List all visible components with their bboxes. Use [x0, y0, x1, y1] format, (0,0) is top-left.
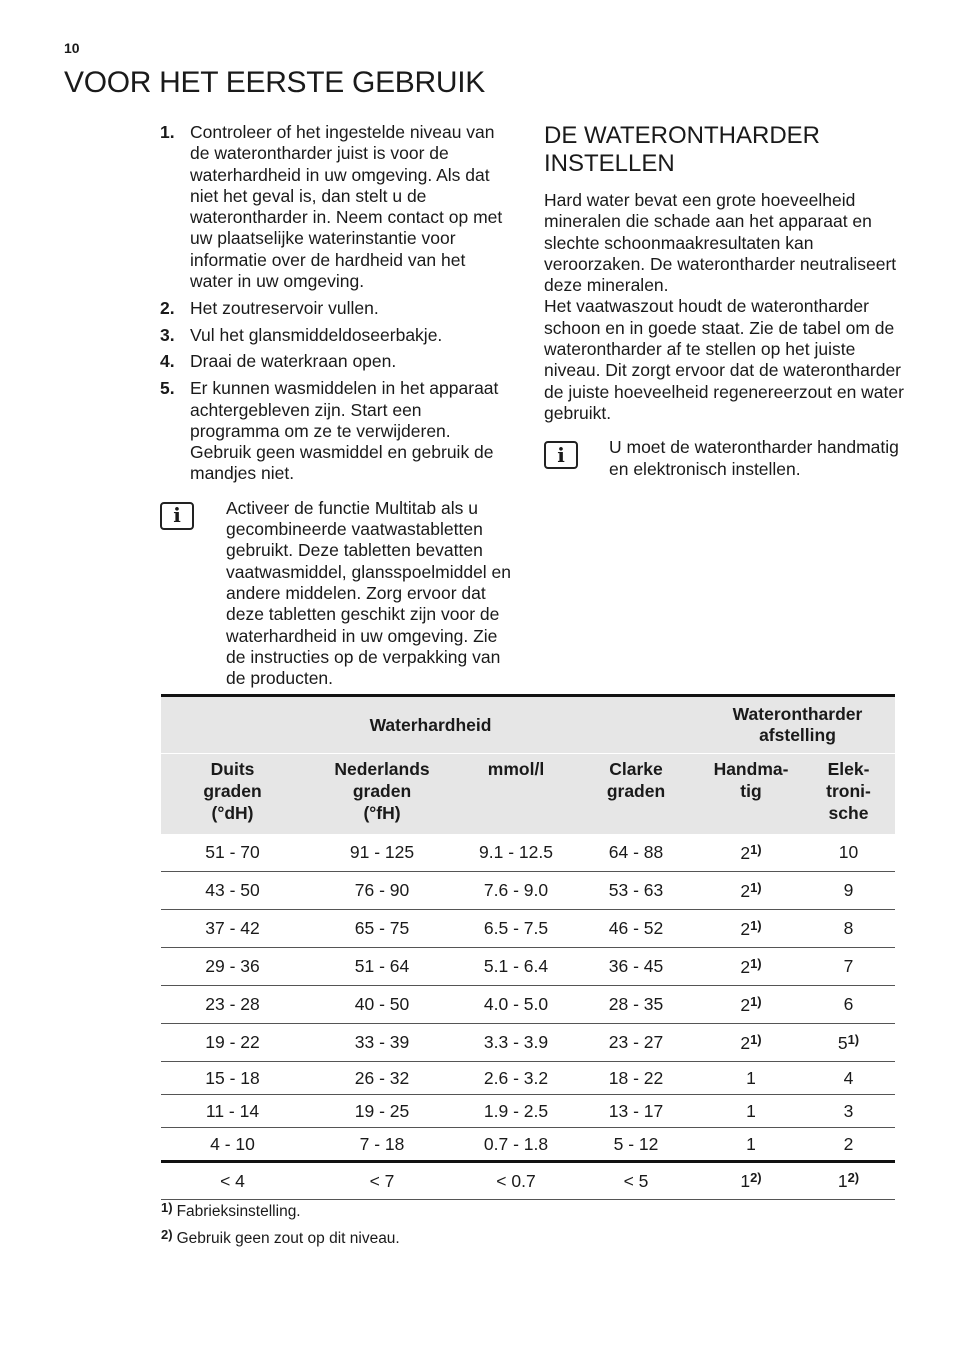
- table-cell: 4 - 10: [161, 1128, 304, 1162]
- table-cell: 64 - 88: [572, 834, 700, 872]
- right-column: [544, 122, 904, 480]
- table-cell: < 5: [572, 1162, 700, 1200]
- page-title: VOOR HET EERSTE GEBRUIK: [64, 66, 485, 99]
- table-cell: 40 - 50: [304, 986, 460, 1024]
- table-cell: 9: [802, 872, 895, 910]
- column-header: Clarke graden: [572, 754, 700, 835]
- table-row: [161, 910, 895, 948]
- page-number: 10: [64, 40, 80, 56]
- table-cell: 1.9 - 2.5: [460, 1095, 572, 1128]
- table-cell: 5.1 - 6.4: [460, 948, 572, 986]
- table-cell: 76 - 90: [304, 872, 460, 910]
- table-cell: 19 - 22: [161, 1024, 304, 1062]
- footnote-mark: 1): [750, 879, 762, 895]
- table-cell: 3: [802, 1095, 895, 1128]
- table-group-header: Waterhardheid: [161, 696, 700, 754]
- table-cell: 1: [700, 1062, 802, 1095]
- footnote-mark: 1): [750, 917, 762, 933]
- table-cell: 1: [700, 1095, 802, 1128]
- table-cell: 2$^{1)}$: [700, 872, 802, 910]
- table-cell: 15 - 18: [161, 1062, 304, 1095]
- table-cell: 7.6 - 9.0: [460, 872, 572, 910]
- table-group-header: Waterontharder afstelling: [700, 696, 895, 754]
- table-cell: 11 - 14: [161, 1095, 304, 1128]
- table-row: [161, 986, 895, 1024]
- table-cell: 1$^{2)}$: [802, 1162, 895, 1200]
- table-cell: 2$^{1)}$: [700, 948, 802, 986]
- footnote-mark: 2): [847, 1170, 860, 1185]
- footnote-mark: 1): [750, 1031, 762, 1047]
- steps-list: [160, 122, 512, 485]
- table-cell: 10: [802, 834, 895, 872]
- table-cell: 29 - 36: [161, 948, 304, 986]
- column-header: Handma- tig: [700, 754, 802, 835]
- table-row: [161, 1062, 895, 1095]
- paragraph: Hard water bevat een grote hoeveelheid mineralen die schade aan het apparaat en slechte schoonmaakresultaten kan veroorzaken. De waterontharder neutraliseert deze mineralen.: [544, 190, 897, 296]
- table-cell: 7 - 18: [304, 1128, 460, 1162]
- table-cell: 65 - 75: [304, 910, 460, 948]
- list-item: 1. Controleer of het ingestelde niveau van de waterontharder juist is voor de waterhardheid in uw omgeving. Als dat niet het geval is, dan stelt u de waterontharder in. Neem contact op met uw plaatselijke waterinstantie voor informatie over de hardheid van het water in uw omgeving.: [160, 122, 503, 292]
- table-cell: 2$^{1)}$: [700, 910, 802, 948]
- table-cell: 19 - 25: [304, 1095, 460, 1128]
- info-icon: i: [544, 441, 578, 469]
- table-cell: 1$^{2)}$: [700, 1162, 802, 1200]
- section-heading: DE WATERONTHARDER INSTELLEN: [544, 122, 820, 177]
- table-row: [161, 948, 895, 986]
- table-row: [161, 1128, 895, 1162]
- footnote-mark: 2): [750, 1170, 762, 1185]
- table-cell: 36 - 45: [572, 948, 700, 986]
- list-item: 5. Er kunnen wasmiddelen in het apparaat achtergebleven zijn. Start een programma om ze te verwijderen. Gebruik geen wasmiddel en gebruik de mandjes niet.: [160, 378, 499, 484]
- table-cell: 33 - 39: [304, 1024, 460, 1062]
- paragraph: Het vaatwaszout houdt de waterontharder schoon en in goede staat. Zie de tabel om de waterontharder af te stellen op het juiste niveau. Dit zorgt ervoor dat de waterontharder de juiste hoeveelheid regenereerzout en water gebruikt.: [544, 296, 904, 423]
- table-cell: 6: [802, 986, 895, 1024]
- table-row: [161, 1162, 895, 1200]
- column-header: Nederlands graden (°fH): [304, 754, 460, 835]
- table-cell: 2$^{1)}$: [700, 986, 802, 1024]
- water-hardness-table: [161, 694, 895, 1200]
- table-cell: 18 - 22: [572, 1062, 700, 1095]
- table-cell: 4.0 - 5.0: [460, 986, 572, 1024]
- footnote: $^{1)}$ Fabrieksinstelling.: [161, 1200, 301, 1220]
- table-cell: 4: [802, 1062, 895, 1095]
- info-icon: i: [160, 502, 194, 530]
- table-cell: 5 - 12: [572, 1128, 700, 1162]
- table-cell: 43 - 50: [161, 872, 304, 910]
- table-cell: 51 - 70: [161, 834, 304, 872]
- table-cell: < 4: [161, 1162, 304, 1200]
- table-cell: 1: [700, 1128, 802, 1162]
- table-cell: 37 - 42: [161, 910, 304, 948]
- table-cell: 5$^{1)}$: [802, 1024, 895, 1062]
- list-item: 2. Het zoutreservoir vullen.: [160, 297, 379, 318]
- table-cell: 2: [802, 1128, 895, 1162]
- table-cell: < 0.7: [460, 1162, 572, 1200]
- column-header: mmol/l: [460, 754, 572, 835]
- table-cell: 53 - 63: [572, 872, 700, 910]
- footnote-mark: 1): [750, 955, 762, 971]
- table-cell: 2$^{1)}$: [700, 1024, 802, 1062]
- table-cell: 26 - 32: [304, 1062, 460, 1095]
- table-cell: 46 - 52: [572, 910, 700, 948]
- column-header: Duits graden (°dH): [161, 754, 304, 835]
- table-cell: 23 - 27: [572, 1024, 700, 1062]
- table-cell: 3.3 - 3.9: [460, 1024, 572, 1062]
- table-cell: 23 - 28: [161, 986, 304, 1024]
- table-cell: < 7: [304, 1162, 460, 1200]
- footnote-mark: 1): [750, 993, 762, 1009]
- footnote-mark: 1): [750, 841, 762, 857]
- table-cell: 28 - 35: [572, 986, 700, 1024]
- left-column: [160, 122, 512, 689]
- table-cell: 91 - 125: [304, 834, 460, 872]
- column-header: Elek- troni- sche: [802, 754, 895, 835]
- table-cell: 8: [802, 910, 895, 948]
- table-row: [161, 834, 895, 872]
- table-cell: 51 - 64: [304, 948, 460, 986]
- table-row: [161, 1024, 895, 1062]
- table-cell: 2.6 - 3.2: [460, 1062, 572, 1095]
- table-row: [161, 872, 895, 910]
- table-row: [161, 1095, 895, 1128]
- table-cell: 9.1 - 12.5: [460, 834, 572, 872]
- list-item: 4. Draai de waterkraan open.: [160, 351, 397, 372]
- table-cell: 13 - 17: [572, 1095, 700, 1128]
- table-cell: 7: [802, 948, 895, 986]
- info-note: i Activeer de functie Multitab als u gecombineerde vaatwastabletten gebruikt. Deze tabletten bevatten vaatwasmiddel, glansspoelmiddel en andere middelen. Zorg ervoor dat deze tabletten geschikt zijn voor de waterhardheid in uw omgeving. Zie de instructies op de verpakking van de producten.: [160, 498, 512, 690]
- info-note: i U moet de waterontharder handmatig en elektronisch instellen.: [544, 437, 904, 480]
- table-cell: 0.7 - 1.8: [460, 1128, 572, 1162]
- footnote: $^{2)}$ Gebruik geen zout op dit niveau.: [161, 1227, 400, 1247]
- list-item: 3. Vul het glansmiddeldoseerbakje.: [160, 324, 443, 345]
- table-cell: 6.5 - 7.5: [460, 910, 572, 948]
- table-cell: 2$^{1)}$: [700, 834, 802, 872]
- footnote-mark: 1): [847, 1031, 860, 1047]
